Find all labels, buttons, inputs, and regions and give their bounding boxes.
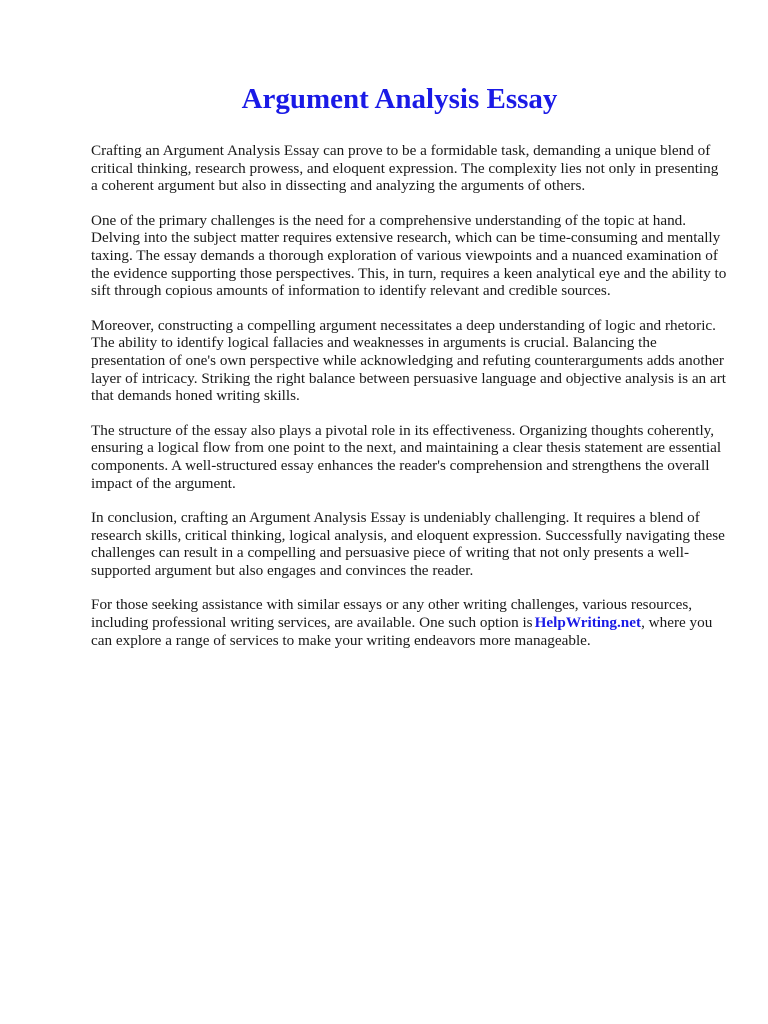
paragraph-conclusion: In conclusion, crafting an Argument Analysis Essay is undeniably challenging. It requires a blend of research skills, critical thinking, logical analysis, and eloquent expression. Successfully navigating these challenges can result in a compelling and persuasive piece of writing that not only presents a well-supported argument but also engages and convinces the reader. xyxy=(91,509,725,579)
paragraph-intro: Crafting an Argument Analysis Essay can prove to be a formidable task, demanding a unique blend of critical thinking, research prowess, and eloquent expression. The complexity lies not only in presenting a coherent argument but also in dissecting and analyzing the arguments of others. xyxy=(91,142,719,195)
closing-text-before-link: For those seeking assistance with similar essays or any other writing challenges, various resources, including professional writing services, are available. One such option is xyxy=(91,596,693,632)
paragraph-closing xyxy=(91,596,728,649)
helpwriting-link[interactable]: HelpWriting.net xyxy=(534,614,642,632)
paragraph-logic: Moreover, constructing a compelling argument necessitates a deep understanding of logic and rhetoric. The ability to identify logical fallacies and weaknesses in arguments is crucial. Balancing the presentation of one's own perspective while acknowledging and refuting counterarguments adds another layer of intricacy. Striking the right balance between persuasive language and objective analysis is an art that demands honed writing skills. xyxy=(91,316,726,405)
paragraph-challenges: One of the primary challenges is the need for a comprehensive understanding of the topic at hand. Delving into the subject matter requires extensive research, which can be time-consuming and mentally taxing. The essay demands a thorough exploration of various viewpoints and a nuanced examination of the evidence supporting those perspectives. This, in turn, requires a keen analytical eye and the ability to sift through copious amounts of information to identify relevant and credible sources. xyxy=(91,211,727,300)
paragraph-structure: The structure of the essay also plays a pivotal role in its effectiveness. Organizing thoughts coherently, ensuring a logical flow from one point to the next, and maintaining a clear thesis statement are essential components. A well-structured essay enhances the reader's comprehension and strengthens the overall impact of the argument. xyxy=(91,421,722,492)
closing-text-after-link: , where you can explore a range of services to make your writing endeavors more manageable. xyxy=(91,614,713,649)
document-title: Argument Analysis Essay xyxy=(241,83,558,115)
